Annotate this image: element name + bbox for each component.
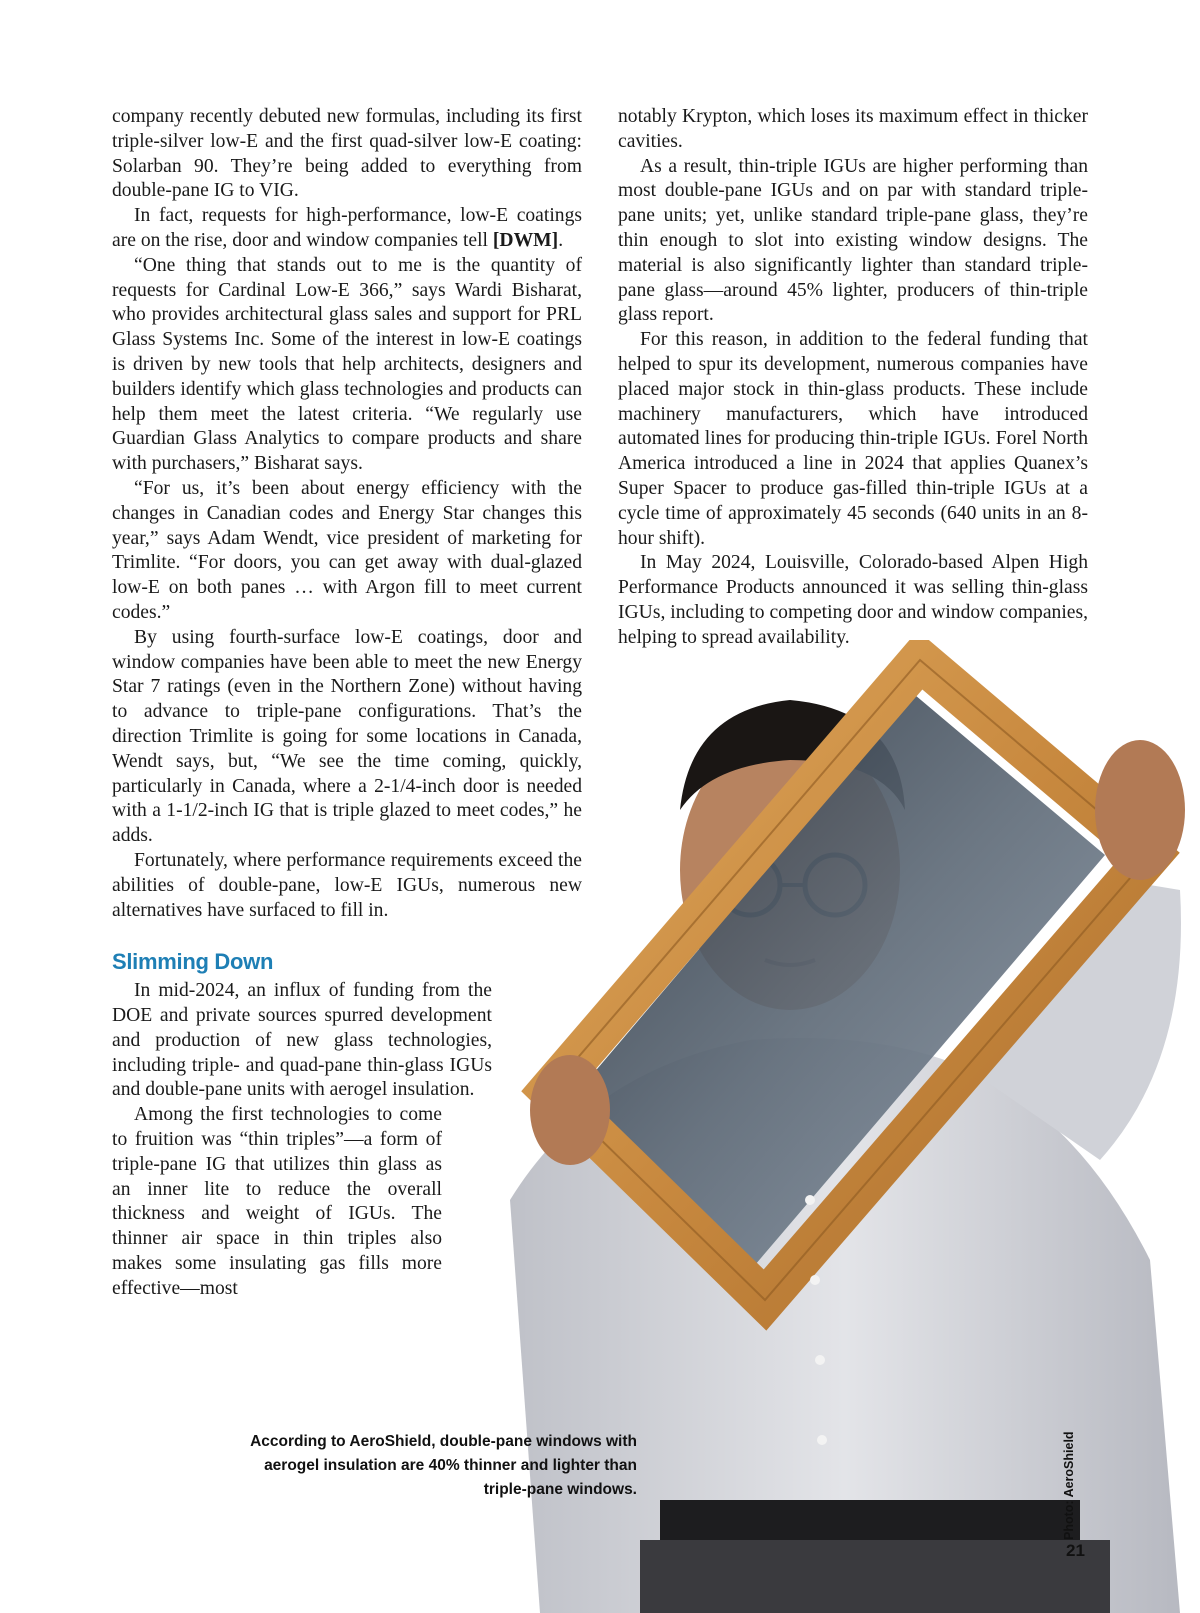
body-paragraph: Fortunately, where performance requirements exceed the abilities of double-pane, low-E IGUs, numerous new alternatives have surfaced to fill in. [112, 849, 582, 921]
section-subhead: Slimming Down [112, 949, 274, 975]
body-paragraph: “For us, it’s been about energy efficiency with the changes in Canadian codes and Energy Star changes this year,” says Adam Wendt, vice president of marketing for Trimlite. “For doors, you can get away with dual-glazed low-E on both panes … with Argon fill to meet current codes.” [112, 477, 582, 623]
body-paragraph: In May 2024, Louisville, Colorado-based Alpen High Performance Products announced it was selling thin-glass IGUs, including to competing door and window companies, helping to spread availability. [618, 552, 1088, 648]
body-paragraph: In fact, requests for high-performance, low-E coatings are on the rise, door and window companies tell [DWM]. [112, 205, 582, 251]
photo-credit: Photo: AeroShield [1062, 1431, 1076, 1540]
left-column [112, 105, 582, 1302]
body-paragraph: By using fourth-surface low-E coatings, door and window companies have been able to meet the new Energy Star 7 ratings (even in the Northern Zone) without having to advance to triple-pane configurations. That’s the direction Trimlite is going for some locations in Canada, Wendt says, but, “We see the time coming, quickly, particularly in Canada, where a 2-1/4-inch door is needed with a 1-1/2-inch IG that is triple glazed to meet codes,” he adds. [112, 626, 582, 847]
photo-caption: According to AeroShield, double-pane windows with aerogel insulation are 40% thinner and lighter than triple-pane windows. [250, 1433, 637, 1498]
body-paragraph: notably Krypton, which loses its maximum effect in thicker cavities. [618, 106, 1088, 152]
body-paragraph: For this reason, in addition to the federal funding that helped to spur its development, numerous companies have placed major stock in thin-glass products. These include machinery manufacturers, which have introduced automated lines for producing thin-triple IGUs. Forel North America introduced a line in 2024 that applies Quanex’s Super Spacer to produce gas-filled thin-triple IGUs at a cycle time of approximately 45 seconds (640 units in an 8-hour shift). [618, 329, 1088, 549]
body-paragraph: In mid-2024, an influx of funding from the DOE and private sources spurred development and production of new glass technologies, including triple- and quad-pane thin-glass IGUs and double-pane units with aerogel insulation. [112, 980, 492, 1101]
body-paragraph: company recently debuted new formulas, including its first triple-silver low-E and the first quad-silver low-E coating: Solarban 90. They’re being added to everything from double-pane IG to VIG. [112, 106, 582, 202]
dwm-tag: [DWM] [492, 229, 559, 251]
body-paragraph: Among the first technologies to come to fruition was “thin triples”—a form of triple-pane IG that utilizes thin glass as an inner lite to reduce the overall thickness and weight of IGUs. The thinner air space in thin triples also makes some insulating gas fills more effective—most [112, 1104, 442, 1299]
body-paragraph: “One thing that stands out to me is the quantity of requests for Cardinal Low-E 366,” says Wardi Bisharat, who provides architectural glass sales and support for PRL Glass Systems Inc. Some of the interest in low-E coatings is driven by new tools that help architects, designers and builders identify which glass technologies and products can help them meet the latest criteria. “We regularly use Guardian Glass Analytics to compare products and share with purchasers,” Bisharat says. [112, 254, 582, 475]
body-paragraph: As a result, thin-triple IGUs are higher performing than most double-pane IGUs and on par with standard triple-pane units; yet, unlike standard triple-pane glass, they’re thin enough to slot into existing window designs. The material is also significantly lighter than standard triple-pane glass—around 45% lighter, producers of thin-triple glass report. [618, 155, 1088, 326]
right-column [618, 105, 1088, 651]
section-body [112, 979, 492, 1301]
page-number: 21 [1066, 1541, 1085, 1560]
